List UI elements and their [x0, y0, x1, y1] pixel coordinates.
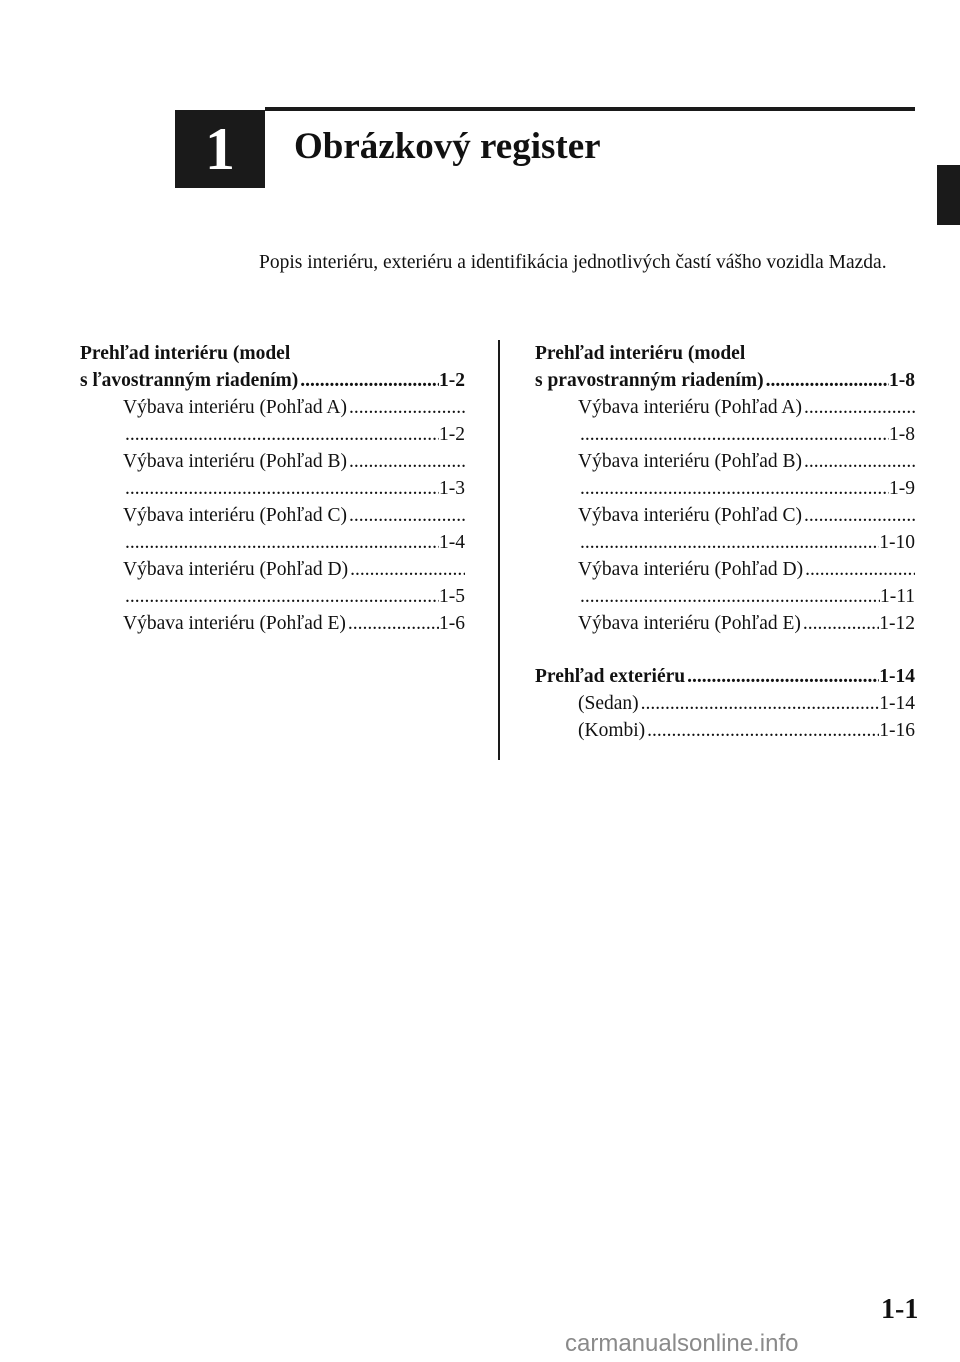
toc-page-ref: 1-16 [879, 720, 915, 741]
toc-item-continuation[interactable] [80, 583, 465, 610]
toc-item[interactable]: Výbava interiéru (Pohľad D) ..... [80, 556, 465, 583]
toc-item-continuation[interactable] [80, 475, 465, 502]
dot-leader [578, 583, 880, 610]
dot-leader [347, 394, 465, 421]
dot-leader [578, 475, 889, 502]
dot-leader [346, 610, 439, 637]
toc-item[interactable]: Výbava interiéru (Pohľad A) ..... [80, 394, 465, 421]
toc-page-ref: 1-14 [879, 693, 915, 714]
toc-page-ref: 1-12 [879, 613, 915, 634]
dot-leader [347, 448, 465, 475]
toc-item[interactable]: Výbava interiéru (Pohľad D) ..... [535, 556, 915, 583]
toc-section-exterior [535, 663, 915, 744]
dot-leader [639, 690, 880, 717]
toc-item[interactable]: (Sedan) ..... 1-14 [535, 690, 915, 717]
toc-item[interactable]: Výbava interiéru (Pohľad C) ..... [80, 502, 465, 529]
column-divider [498, 340, 500, 760]
toc-item-continuation[interactable] [80, 421, 465, 448]
dot-leader [348, 556, 465, 583]
toc-heading-entry[interactable]: Prehľad exteriéru ..... 1-14 [535, 663, 915, 690]
dot-leader [802, 394, 915, 421]
page-number: 1-1 [881, 1294, 919, 1325]
chapter-title: Obrázkový register [294, 126, 601, 167]
toc-page-ref: 1-4 [439, 532, 465, 553]
dot-leader [685, 663, 879, 690]
toc-item[interactable]: (Kombi) ..... 1-16 [535, 717, 915, 744]
toc-heading-line: Prehľad interiéru (model [535, 343, 746, 364]
intro-text: Popis interiéru, exteriéru a identifikácia jednotlivých častí vášho vozidla Mazda. [259, 252, 887, 273]
dot-leader [803, 556, 915, 583]
dot-leader [347, 502, 465, 529]
toc-heading-entry[interactable]: s pravostranným riadením) ..... 1-8 [535, 367, 915, 394]
toc-item[interactable]: Výbava interiéru (Pohľad B) ..... [535, 448, 915, 475]
toc-page-ref: 1-8 [889, 424, 915, 445]
toc-page-ref: 1-9 [889, 478, 915, 499]
dot-leader [123, 529, 439, 556]
dot-leader [764, 367, 889, 394]
toc-item[interactable]: Výbava interiéru (Pohľad B) ..... [80, 448, 465, 475]
dot-leader [123, 475, 439, 502]
toc-item[interactable]: Výbava interiéru (Pohľad E) ..... 1-12 [535, 610, 915, 637]
dot-leader [801, 610, 879, 637]
chapter-edge-tab [937, 165, 960, 225]
dot-leader [123, 421, 439, 448]
dot-leader [802, 502, 915, 529]
watermark: carmanualsonline.info [565, 1330, 799, 1357]
dot-leader [123, 583, 439, 610]
chapter-number: 1 [205, 115, 235, 182]
toc-item[interactable]: Výbava interiéru (Pohľad E) ..... 1-6 [80, 610, 465, 637]
toc-page-ref: 1-3 [439, 478, 465, 499]
dot-leader [578, 421, 889, 448]
toc-page-ref: 1-6 [439, 613, 465, 634]
toc-section-lhd [80, 340, 465, 637]
toc-page-ref: 1-10 [879, 532, 915, 553]
toc-item-continuation[interactable] [80, 529, 465, 556]
toc-page-ref: 1-2 [439, 370, 465, 391]
toc-page-ref: 1-8 [889, 370, 915, 391]
toc-item-continuation[interactable] [535, 583, 915, 610]
toc-heading-entry[interactable]: s ľavostranným riadením) ..... 1-2 [80, 367, 465, 394]
chapter-number-box [175, 110, 265, 188]
toc-section-rhd [535, 340, 915, 637]
toc-page-ref: 1-5 [439, 586, 465, 607]
dot-leader [578, 529, 879, 556]
toc-page-ref: 1-2 [439, 424, 465, 445]
toc-item-continuation[interactable] [535, 421, 915, 448]
toc-item[interactable]: Výbava interiéru (Pohľad C) ..... [535, 502, 915, 529]
toc-heading-line: Prehľad interiéru (model [80, 343, 291, 364]
toc-item-continuation[interactable] [535, 475, 915, 502]
dot-leader [802, 448, 915, 475]
toc-page-ref: 1-14 [879, 666, 915, 687]
toc-left-column [80, 340, 465, 637]
toc-right-column [535, 340, 915, 744]
dot-leader [298, 367, 439, 394]
toc-item[interactable]: Výbava interiéru (Pohľad A) ..... [535, 394, 915, 421]
dot-leader [645, 717, 879, 744]
toc-item-continuation[interactable] [535, 529, 915, 556]
toc-page-ref: 1-11 [879, 586, 915, 607]
title-rule [265, 107, 915, 111]
